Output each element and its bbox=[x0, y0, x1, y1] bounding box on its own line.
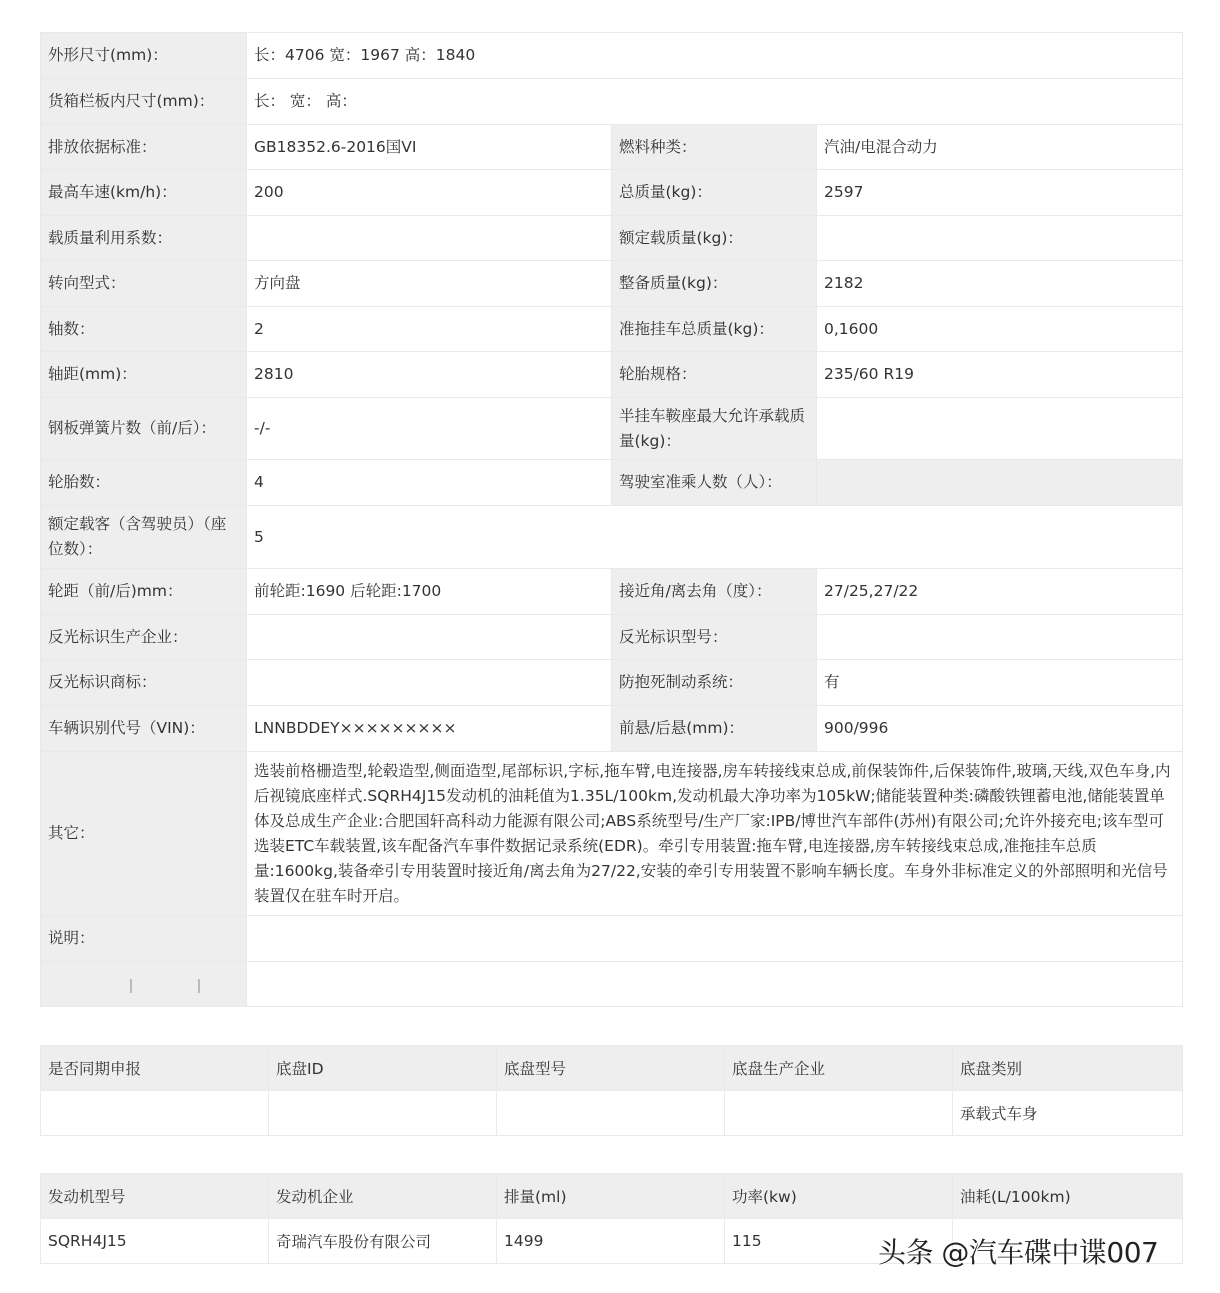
spec-row-note bbox=[41, 916, 1183, 962]
spec-label: 驾驶室准乘人数（人）： bbox=[612, 460, 817, 506]
spec-value: 长： 宽： 高： bbox=[247, 79, 1183, 125]
spec-row bbox=[41, 398, 1183, 460]
spec-label: 半挂车鞍座最大允许承载质量(kg)： bbox=[612, 398, 817, 460]
table-cell: 1499 bbox=[497, 1219, 725, 1264]
spec-label: 接近角/离去角（度）： bbox=[612, 569, 817, 615]
column-header: 底盘型号 bbox=[497, 1046, 725, 1091]
engine-header-row bbox=[41, 1174, 1183, 1219]
spec-row bbox=[41, 569, 1183, 615]
spec-label: 反光标识型号： bbox=[612, 615, 817, 660]
spec-row bbox=[41, 706, 1183, 752]
spec-label: 外形尺寸(mm)： bbox=[41, 33, 247, 79]
table-cell bbox=[269, 1091, 497, 1136]
spec-label: 额定载客（含驾驶员）（座位数）： bbox=[41, 506, 247, 569]
spec-value bbox=[817, 615, 1183, 660]
spec-row-blank bbox=[41, 962, 1183, 1007]
column-header: 发动机型号 bbox=[41, 1174, 269, 1219]
spec-row bbox=[41, 615, 1183, 660]
spec-label: 总质量(kg)： bbox=[612, 170, 817, 216]
spec-value: 900/996 bbox=[817, 706, 1183, 752]
spec-label: 载质量利用系数： bbox=[41, 216, 247, 261]
spec-row-cargo-box bbox=[41, 79, 1183, 125]
spec-label: 轮距（前/后)mm： bbox=[41, 569, 247, 615]
spec-row bbox=[41, 125, 1183, 170]
spec-value bbox=[247, 615, 612, 660]
table-cell bbox=[725, 1091, 953, 1136]
spec-label: 准拖挂车总质量(kg)： bbox=[612, 307, 817, 352]
spec-value bbox=[817, 460, 1183, 506]
column-header: 油耗(L/100km) bbox=[953, 1174, 1183, 1219]
spec-label: 转向型式： bbox=[41, 261, 247, 307]
spec-value: 长：4706 宽：1967 高：1840 bbox=[247, 33, 1183, 79]
spec-row bbox=[41, 261, 1183, 307]
spec-value: 0,1600 bbox=[817, 307, 1183, 352]
column-header: 是否同期申报 bbox=[41, 1046, 269, 1091]
spec-row bbox=[41, 460, 1183, 506]
spec-value bbox=[817, 398, 1183, 460]
spec-label: 整备质量(kg)： bbox=[612, 261, 817, 307]
spec-label: 额定载质量(kg)： bbox=[612, 216, 817, 261]
chassis-header-row bbox=[41, 1046, 1183, 1091]
column-header: 底盘ID bbox=[269, 1046, 497, 1091]
spec-row bbox=[41, 307, 1183, 352]
spec-value: 2810 bbox=[247, 352, 612, 398]
column-header: 功率(kw) bbox=[725, 1174, 953, 1219]
spec-label: 轴数： bbox=[41, 307, 247, 352]
spec-value bbox=[247, 660, 612, 706]
spec-value: 235/60 R19 bbox=[817, 352, 1183, 398]
spec-value: LNNBDDEY××××××××× bbox=[247, 706, 612, 752]
table-cell: 115 bbox=[725, 1219, 953, 1264]
spec-row-dimensions bbox=[41, 33, 1183, 79]
spec-table bbox=[40, 32, 1183, 1007]
spec-label: 钢板弹簧片数（前/后）： bbox=[41, 398, 247, 460]
spec-row bbox=[41, 170, 1183, 216]
table-row bbox=[41, 1091, 1183, 1136]
spec-value: 4 bbox=[247, 460, 612, 506]
table-cell: 承载式车身 bbox=[953, 1091, 1183, 1136]
spec-value: 5 bbox=[247, 506, 1183, 569]
spec-value bbox=[817, 216, 1183, 261]
spec-value: GB18352.6-2016国VI bbox=[247, 125, 612, 170]
table-cell: SQRH4J15 bbox=[41, 1219, 269, 1264]
spec-value-other: 选装前格栅造型,轮毂造型,侧面造型,尾部标识,字标,拖车臂,电连接器,房车转接线束总成,前保装饰件,后保装饰件,玻璃,天线,双色车身,内后视镜底座样式.SQRH4J15发动机的油耗值为1.35L/100km,发动机最大净功率为105kW;储能装置种类:磷酸铁锂蓄电池,储能装置单体及总成生产企业:合肥国轩高科动力能源有限公司;ABS系统型号/生产厂家:IPB/博世汽车部件(苏州)有限公司;允许外接充电;该车型可选装ETC车载装置,该车配备汽车事件数据记录系统(EDR)。牵引专用装置:拖车臂,电连接器,房车转接线束总成,准拖挂车总质量:1600kg,装备牵引专用装置时接近角/离去角为27/22,安装的牵引专用装置不影响车辆长度。车身外非标准定义的外部照明和光信号装置仅在驻车时开启。 bbox=[247, 752, 1183, 916]
spec-row-seats bbox=[41, 506, 1183, 569]
spec-label: 轮胎规格： bbox=[612, 352, 817, 398]
chassis-table bbox=[40, 1045, 1183, 1136]
divider-mark bbox=[198, 979, 200, 993]
spec-label: 轮胎数： bbox=[41, 460, 247, 506]
watermark: 头条 @汽车碟中谍007 bbox=[878, 1236, 1159, 1269]
spec-value: 27/25,27/22 bbox=[817, 569, 1183, 615]
column-header: 排量(ml) bbox=[497, 1174, 725, 1219]
spec-label: 轴距(mm)： bbox=[41, 352, 247, 398]
spec-label: 说明： bbox=[41, 916, 247, 962]
spec-value: 有 bbox=[817, 660, 1183, 706]
spec-label-blank bbox=[41, 962, 247, 1007]
spec-row bbox=[41, 216, 1183, 261]
spec-label: 排放依据标准： bbox=[41, 125, 247, 170]
spec-label: 货箱栏板内尺寸(mm)： bbox=[41, 79, 247, 125]
column-header: 底盘类别 bbox=[953, 1046, 1183, 1091]
spec-label: 最高车速(km/h)： bbox=[41, 170, 247, 216]
spec-label: 前悬/后悬(mm)： bbox=[612, 706, 817, 752]
spec-value: 200 bbox=[247, 170, 612, 216]
spec-row bbox=[41, 660, 1183, 706]
spec-row bbox=[41, 352, 1183, 398]
divider-mark bbox=[130, 979, 132, 993]
spec-label: 反光标识生产企业： bbox=[41, 615, 247, 660]
spec-label: 反光标识商标： bbox=[41, 660, 247, 706]
table-cell bbox=[41, 1091, 269, 1136]
column-header: 发动机企业 bbox=[269, 1174, 497, 1219]
spec-value: -/- bbox=[247, 398, 612, 460]
spec-label: 其它： bbox=[41, 752, 247, 916]
spec-value: 2 bbox=[247, 307, 612, 352]
spec-label: 防抱死制动系统： bbox=[612, 660, 817, 706]
table-cell bbox=[497, 1091, 725, 1136]
spec-value: 方向盘 bbox=[247, 261, 612, 307]
table-cell: 奇瑞汽车股份有限公司 bbox=[269, 1219, 497, 1264]
spec-value: 汽油/电混合动力 bbox=[817, 125, 1183, 170]
spec-value: 前轮距:1690 后轮距:1700 bbox=[247, 569, 612, 615]
spec-value bbox=[247, 216, 612, 261]
spec-value-blank bbox=[247, 962, 1183, 1007]
spec-label: 车辆识别代号（VIN)： bbox=[41, 706, 247, 752]
spec-label: 燃料种类： bbox=[612, 125, 817, 170]
spec-row-other bbox=[41, 752, 1183, 916]
spec-value: 2597 bbox=[817, 170, 1183, 216]
spec-value: 2182 bbox=[817, 261, 1183, 307]
column-header: 底盘生产企业 bbox=[725, 1046, 953, 1091]
spec-value bbox=[247, 916, 1183, 962]
